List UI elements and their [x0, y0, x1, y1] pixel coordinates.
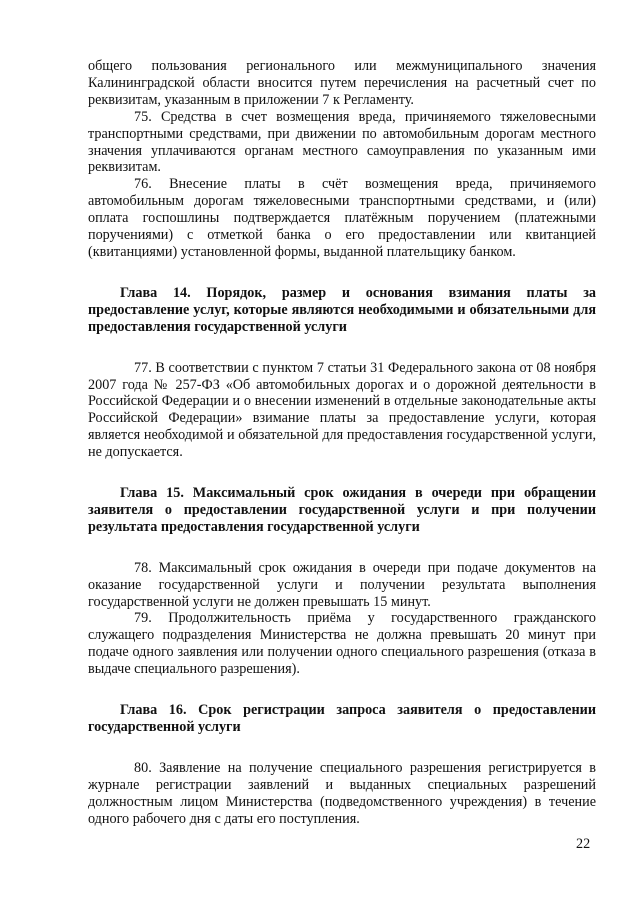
paragraph-80: 80. Заявление на получение специального разрешения регистрируется в журнале регистрации заявлений и выданных специальных разрешений должностным лицом Министерства (подведомственного учреждения) в течение одного рабочего дня с даты его поступления.	[88, 759, 596, 827]
paragraph-76: 76. Внесение платы в счёт возмещения вреда, причиняемого автомобильным дорогам тяжеловесными транспортными средствами, и (или) оплата госпошлины подтверждается платёжным поручением (платежными поручениями) с отметкой банка о его предоставлении или квитанцией (квитанциями) установленной формы, выданной плательщику банком.	[88, 176, 596, 260]
paragraph-78: 78. Максимальный срок ожидания в очереди при подаче документов на оказание государственной услуги и получении результата выполнения государственной услуги не должен превышать 15 минут.	[88, 559, 596, 610]
document-page	[88, 58, 596, 828]
paragraph-79: 79. Продолжительность приёма у государственного гражданского служащего подразделения Министерства не должна превышать 20 минут при подаче одного заявления или получении одного специального разрешения (отказа в выдаче специального разрешения).	[88, 610, 596, 678]
chapter-14-heading: Глава 14. Порядок, размер и основания взимания платы за предоставление услуг, которые являются необходимыми и обязательными для предоставления государственной услуги	[88, 284, 596, 335]
paragraph-77: 77. В соответствии с пунктом 7 статьи 31 Федерального закона от 08 ноября 2007 года № 257-ФЗ «Об автомобильных дорогах и о дорожной деятельности в Российской Федерации и о внесении изменений в отдельные законодательные акты Российской Федерации» взимание платы за предоставление услуги, которая является необходимой и обязательной для предоставления государственной услуги, не допускается.	[88, 359, 596, 461]
chapter-16-heading: Глава 16. Срок регистрации запроса заявителя о предоставлении государственной услуги	[88, 702, 596, 735]
paragraph-continuation: общего пользования регионального или межмуниципального значения Калининградской области вносится путем перечисления на расчетный счет по реквизитам, указанным в приложении 7 к Регламенту.	[88, 58, 596, 108]
chapter-15-heading: Глава 15. Максимальный срок ожидания в очереди при обращении заявителя о предоставлении государственной услуги и при получении результата предоставления государственной услуги	[88, 485, 596, 535]
page-number: 22	[576, 836, 591, 852]
paragraph-75: 75. Средства в счет возмещения вреда, причиняемого тяжеловесными транспортными средствами, при движении по автомобильным дорогам местного значения уплачиваются органам местного самоуправления по указанным ими реквизитам.	[88, 108, 596, 176]
